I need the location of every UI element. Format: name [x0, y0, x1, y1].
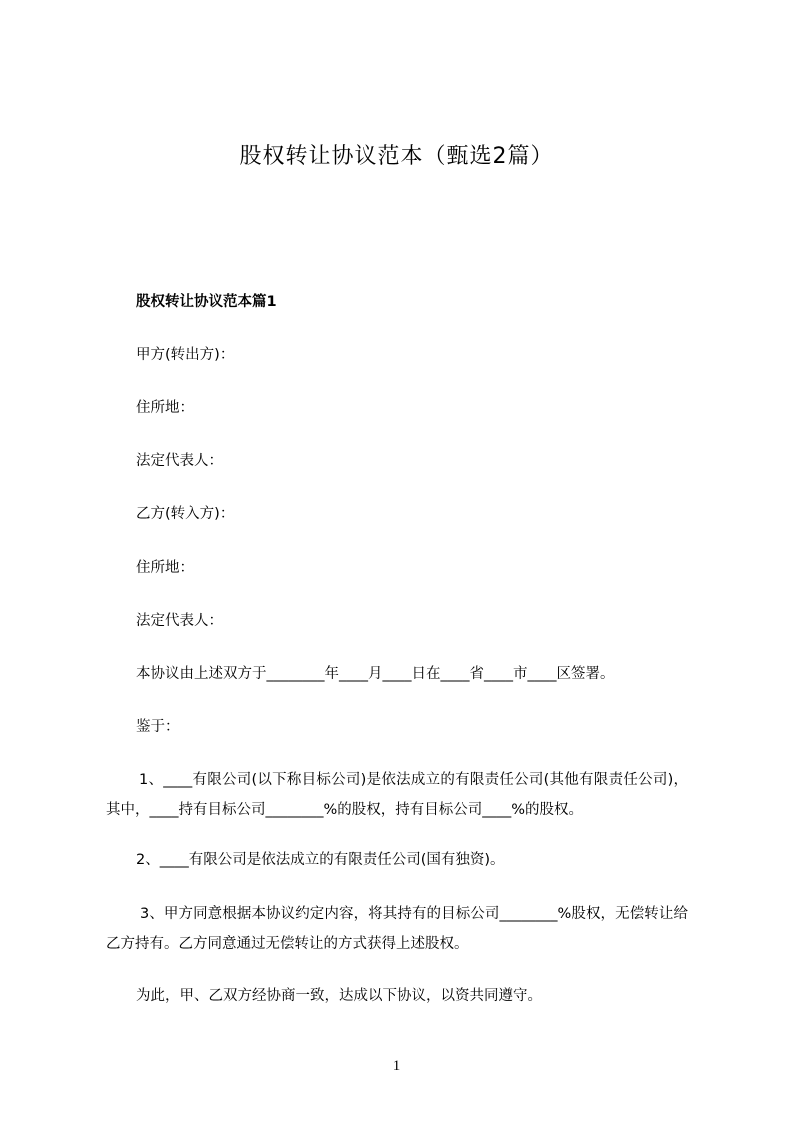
- party-b-label: 乙方(转入方)：: [136, 506, 235, 522]
- whereas-label: 鉴于：: [136, 719, 180, 735]
- party-a-address: 住所地：: [136, 400, 194, 416]
- page-number: 1: [392, 1058, 401, 1074]
- signing-line: 本协议由上述双方于________年____月____日在____省____市____区签署。: [136, 666, 615, 682]
- clause-1: 1、____有限公司(以下称目标公司)是依法成立的有限责任公司(其他有限责任公司)，其中，____持有目标公司________%的股权，持有目标公司____%的股权。: [106, 772, 688, 818]
- document-title: 股权转让协议范本（甄选2篇）: [239, 144, 554, 169]
- clause-3: 3、甲方同意根据本协议约定内容，将其持有的目标公司________%股权，无偿转让给乙方持有。乙方同意通过无偿转让的方式获得上述股权。: [106, 906, 688, 952]
- party-b-address: 住所地：: [136, 560, 194, 576]
- clause-2: 2、____有限公司是依法成立的有限责任公司(国有独资)。: [136, 852, 505, 868]
- party-a-label: 甲方(转出方)：: [136, 347, 235, 363]
- conclusion: 为此，甲、乙双方经协商一致，达成以下协议，以资共同遵守。: [136, 988, 542, 1004]
- section-heading: 股权转让协议范本篇1: [136, 294, 277, 310]
- party-b-representative: 法定代表人：: [136, 613, 223, 629]
- party-a-representative: 法定代表人：: [136, 453, 223, 469]
